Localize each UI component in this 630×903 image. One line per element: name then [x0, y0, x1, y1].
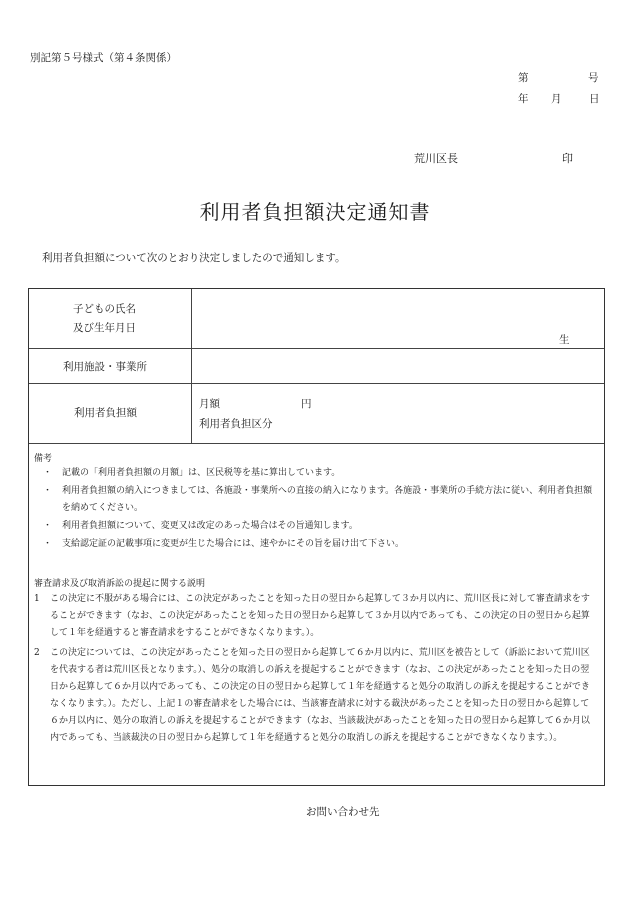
child-name-label: 子どもの氏名 [73, 303, 136, 315]
intro-text: 利用者負担額について次のとおり決定しましたので通知します。 [42, 252, 346, 264]
form-label: 別記第５号様式（第４条関係） [30, 52, 177, 64]
charge-label: 利用者負担額 [74, 407, 137, 419]
appeal-number: 2 [34, 648, 40, 658]
appeal-item [34, 645, 596, 747]
note-text: 支給認定証の記載事項に変更が生じた場合には、速やかにその旨を届け出て下さい。 [62, 539, 405, 549]
decision-table [28, 288, 605, 786]
issuer-name: 荒川区長 [414, 152, 458, 165]
note-text: 利用者負担額の納入につきましては、各施設・事業所への直接の納入になります。各施設・事業所の手続方法に従い、利用者負担額を納めてください。 [62, 486, 593, 513]
monthly-amount-label: 月額 [199, 398, 220, 410]
notes-heading: 備考 [34, 454, 53, 464]
document-title: 利用者負担額決定通知書 [199, 200, 431, 224]
contact-label: お問い合わせ先 [306, 806, 380, 818]
bullet: ・ [43, 468, 53, 478]
date-month: 月 [551, 93, 562, 105]
appeal-item [34, 591, 596, 642]
number-prefix: 第 [518, 72, 529, 84]
appeal-number: 1 [34, 594, 40, 604]
note-item [34, 465, 596, 482]
bullet: ・ [43, 486, 53, 496]
note-item [34, 518, 596, 535]
birth-suffix: 生 [559, 334, 570, 346]
date-year: 年 [518, 93, 529, 105]
date-day: 日 [589, 93, 600, 105]
row-divider [29, 443, 604, 444]
note-item [34, 483, 596, 517]
number-suffix: 号 [588, 72, 599, 84]
note-item [34, 536, 596, 553]
note-text: 記載の「利用者負担額の月額」は、区民税等を基に算出しています。 [62, 468, 341, 478]
charge-category-label: 利用者負担区分 [199, 418, 273, 430]
seal-mark: 印 [562, 152, 573, 165]
appeal-text: この決定については、この決定があったことを知った日の翌日から起算して６か月以内に、荒川区を被告として（訴訟において荒川区を代表する者は荒川区長となります。）、処分の取消しの訴えを提起することができます（なお、この決定があったことを知った日の翌日から起算して６か月以内であっても、この決定の日の翌日から起算して１年を経過すると処分の取消しの訴えを提起することができなくなります。）。ただし、上記１の審査請求をした場合には、当該審査請求に対する裁決があったことを知った日の翌日から起算して６か月以内に、処分の取消しの訴えを提起することができます（なお、当該裁決があったことを知った日の翌日から起算して６か月以内であっても、当該裁決の日の翌日から起算して１年を経過すると処分の取消しの訴えを提起することができなくなります。）。 [50, 648, 590, 743]
birthdate-label: 及び生年月日 [73, 322, 136, 334]
row-divider [29, 383, 604, 384]
bullet: ・ [43, 521, 53, 531]
bullet: ・ [43, 539, 53, 549]
yen-unit: 円 [301, 398, 312, 410]
row-divider [29, 348, 604, 349]
facility-label: 利用施設・事業所 [63, 361, 147, 373]
note-text: 利用者負担額について、変更又は改定のあった場合はその旨通知します。 [62, 521, 358, 531]
column-divider [191, 289, 192, 443]
appeal-text: この決定に不服がある場合には、この決定があったことを知った日の翌日から起算して３か月以内に、荒川区長に対して審査請求をすることができます（なお、この決定があったことを知った日の翌日から起算して３か月以内であっても、この決定の日の翌日から起算して１年を経過すると審査請求をすることができなくなります。）。 [50, 594, 590, 638]
appeal-heading: 審査請求及び取消訴訟の提起に関する説明 [34, 579, 206, 589]
